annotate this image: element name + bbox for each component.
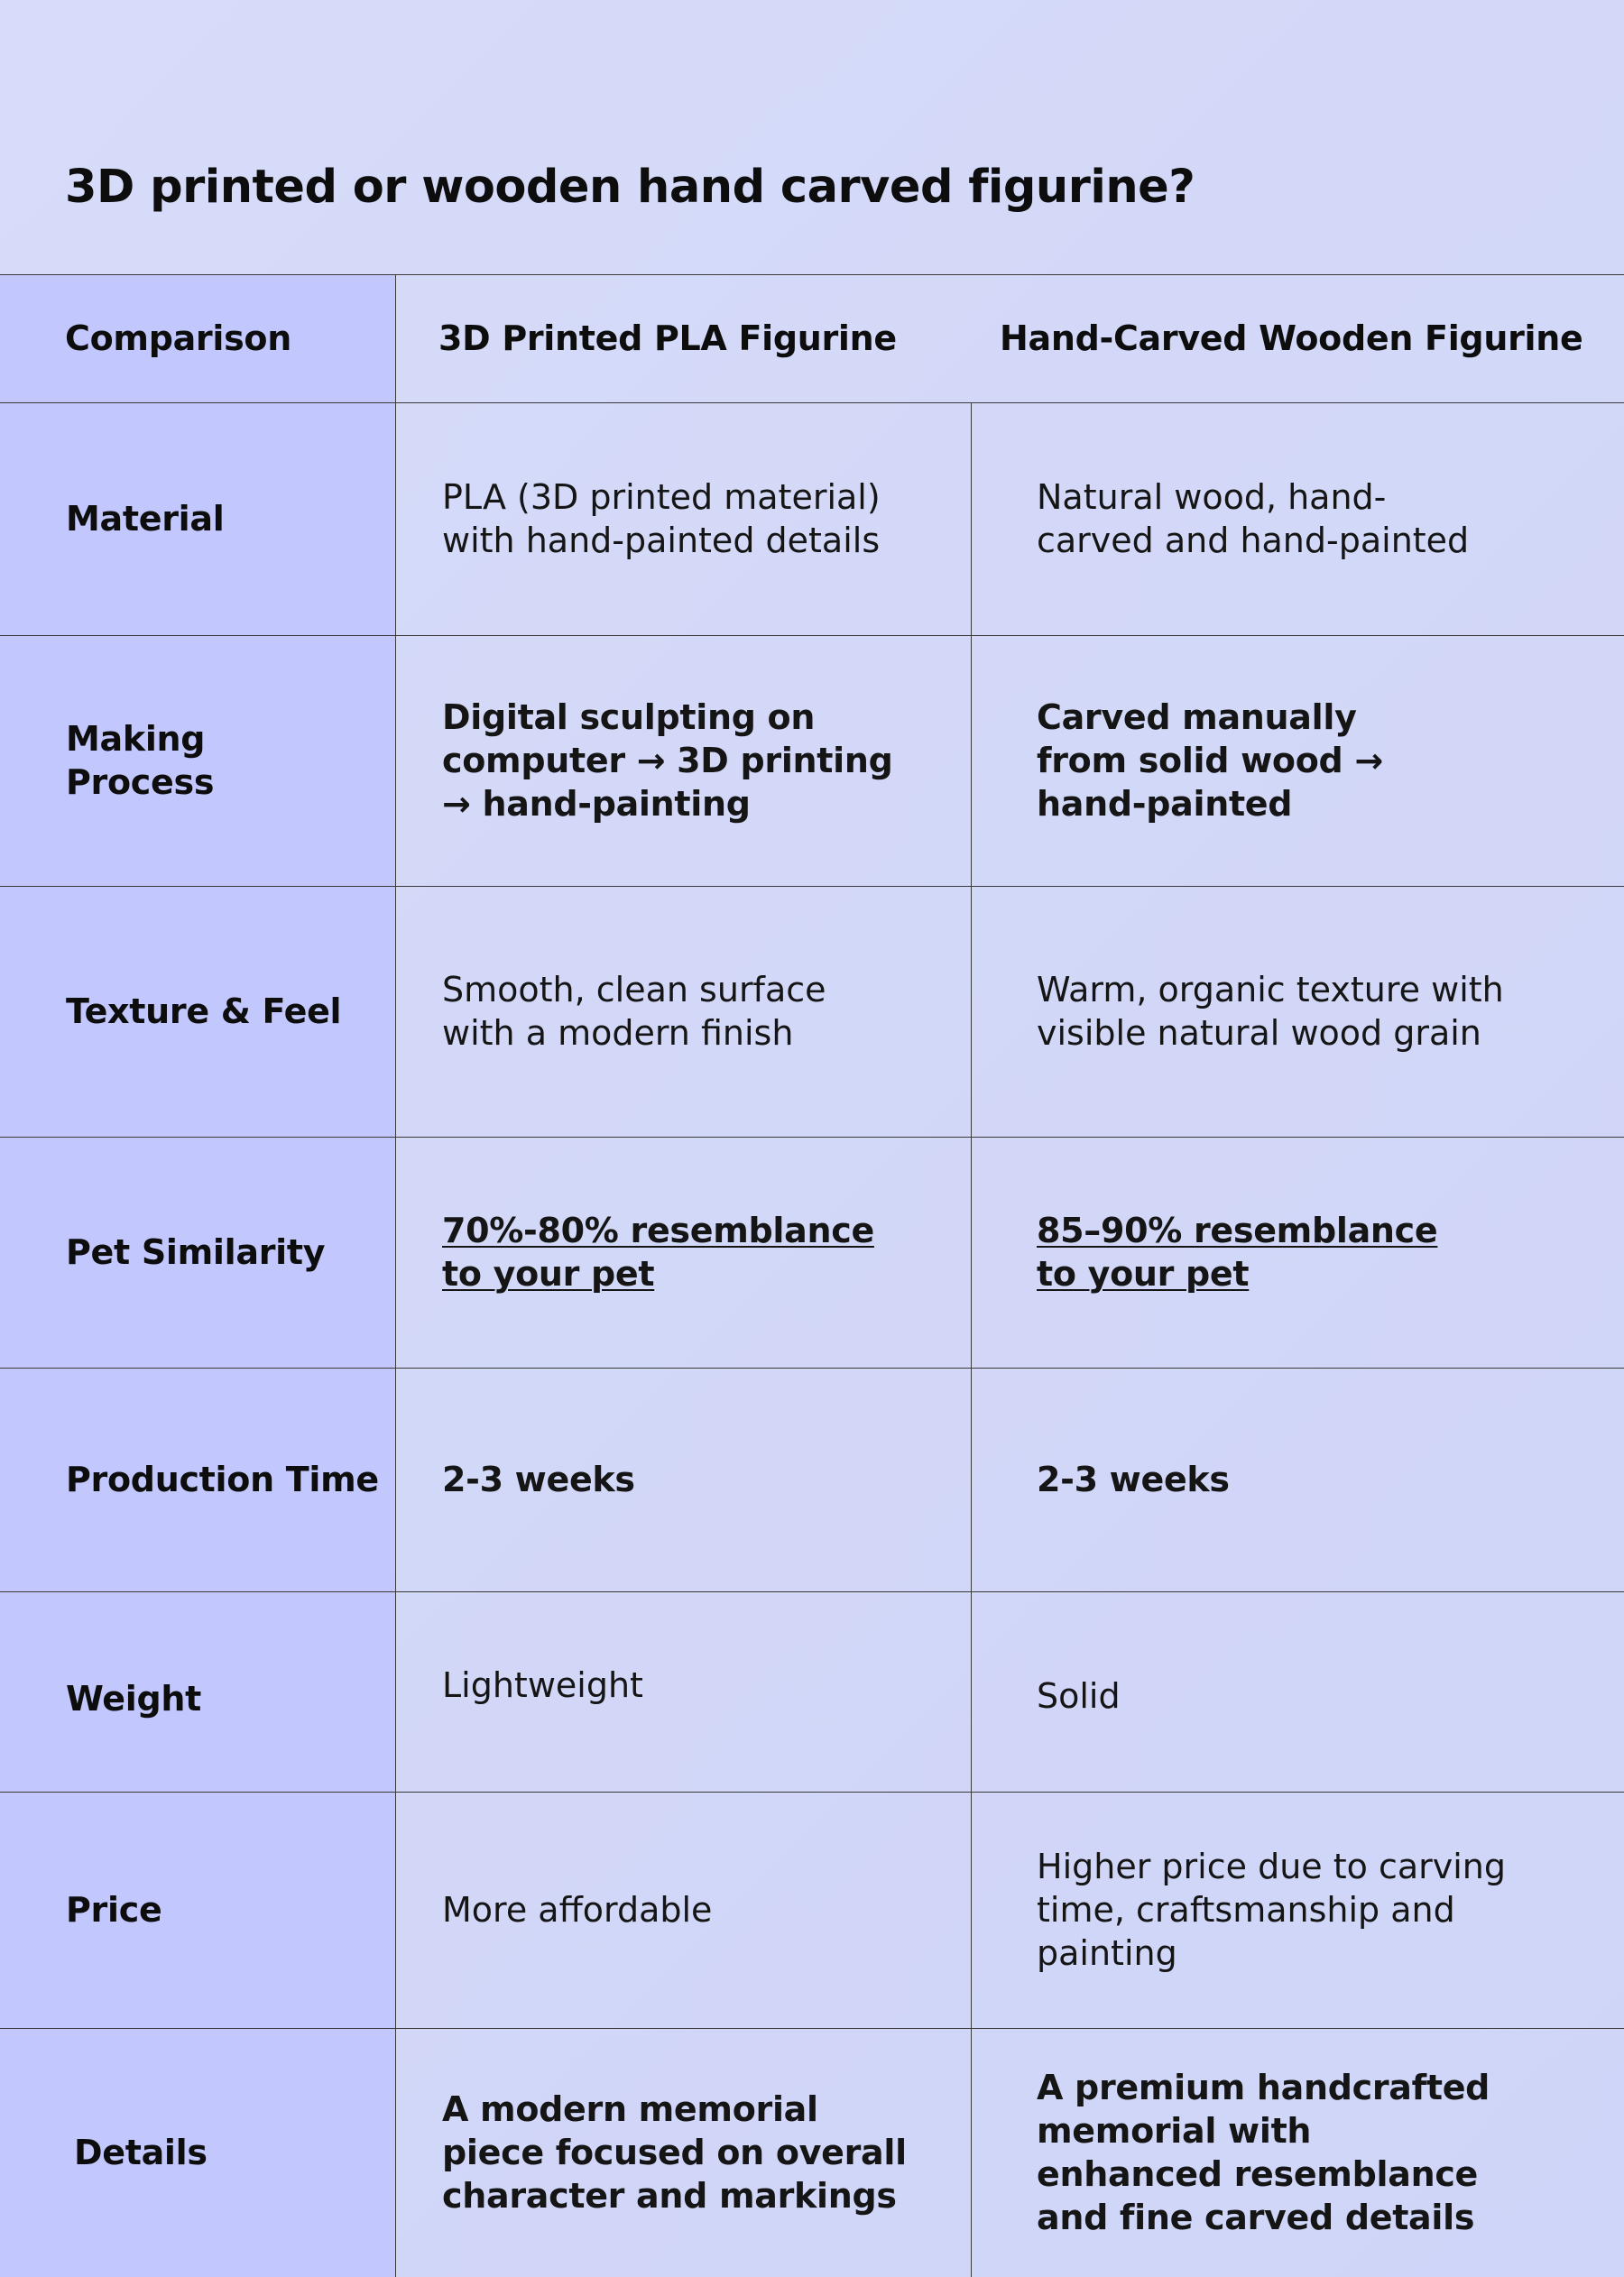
row-label-weight (66, 1591, 391, 1792)
cell-wood-price (1037, 1792, 1542, 2028)
cell-wood-material (1037, 402, 1506, 635)
cell-text: 2-3 weeks (442, 1460, 635, 1499)
column-divider (395, 274, 396, 2277)
row-label-text: Making Process (66, 719, 215, 802)
cell-text: More affordable (442, 1890, 713, 1930)
cell-text: PLA (3D printed material) with hand-painted details (442, 477, 881, 560)
cell-text: 2-3 weeks (1037, 1460, 1230, 1499)
cell-pla-weight (442, 1591, 911, 1792)
cell-text: A premium handcrafted memorial with enhanced resemblance and fine carved details (1037, 2068, 1490, 2237)
row-label-details (74, 2028, 390, 2277)
cell-pla-making-process (442, 635, 911, 886)
cell-text: Natural wood, hand-carved and hand-painted (1037, 477, 1470, 560)
cell-text: Warm, organic texture with visible natural wood grain (1037, 970, 1504, 1053)
row-label-text: Production Time (66, 1460, 379, 1499)
cell-pla-pet-similarity (442, 1137, 911, 1368)
row-label-texture-feel (66, 886, 391, 1137)
cell-text: Higher price due to carving time, craftsmanship and painting (1037, 1847, 1507, 1973)
cell-text: Smooth, clean surface with a modern finish (442, 970, 826, 1053)
cell-text: A modern memorial piece focused on overall character and markings (442, 2089, 907, 2216)
header-hand-carved (1000, 274, 1624, 402)
row-label-text: Pet Similarity (66, 1232, 326, 1272)
row-label-price (66, 1792, 391, 2028)
cell-wood-pet-similarity (1037, 1137, 1506, 1368)
page-title: 3D printed or wooden hand carved figurine? (65, 161, 1195, 214)
cell-text: Lightweight (442, 1665, 643, 1705)
row-label-text: Texture & Feel (66, 991, 342, 1031)
comparison-table (0, 274, 1624, 2277)
cell-wood-texture-feel (1037, 886, 1542, 1137)
cell-pla-texture-feel (442, 886, 911, 1137)
header-comparison (65, 274, 395, 402)
header-3d-printed (438, 274, 971, 402)
cell-text: Digital sculpting on computer → 3D printing → hand-painting (442, 697, 893, 824)
header-3d-printed-label: 3D Printed PLA Figurine (438, 318, 897, 358)
row-label-pet-similarity (66, 1137, 391, 1368)
cell-pla-production-time (442, 1368, 911, 1591)
cell-pla-price (442, 1792, 911, 2028)
cell-pla-material (442, 402, 911, 635)
cell-wood-details (1037, 2028, 1506, 2277)
cell-wood-production-time (1037, 1368, 1506, 1591)
cell-text: Solid (1037, 1676, 1121, 1716)
row-label-text: Material (66, 499, 225, 539)
cell-wood-weight (1037, 1591, 1506, 1792)
cell-text: 85–90% resemblance to your pet (1037, 1211, 1438, 1294)
cell-wood-making-process (1037, 635, 1506, 886)
row-label-text: Weight (66, 1679, 201, 1719)
cell-text: Carved manually from solid wood → hand-painted (1037, 697, 1383, 824)
row-label-material (66, 402, 373, 635)
cell-text: 70%-80% resemblance to your pet (442, 1211, 874, 1294)
header-hand-carved-label: Hand-Carved Wooden Figurine (1000, 318, 1583, 358)
row-label-production-time (66, 1368, 395, 1591)
column-divider (971, 402, 972, 2277)
row-label-making-process (66, 635, 300, 886)
row-label-text: Details (74, 2133, 208, 2172)
row-label-text: Price (66, 1890, 162, 1930)
cell-pla-details (442, 2028, 911, 2277)
header-comparison-label: Comparison (65, 318, 291, 358)
